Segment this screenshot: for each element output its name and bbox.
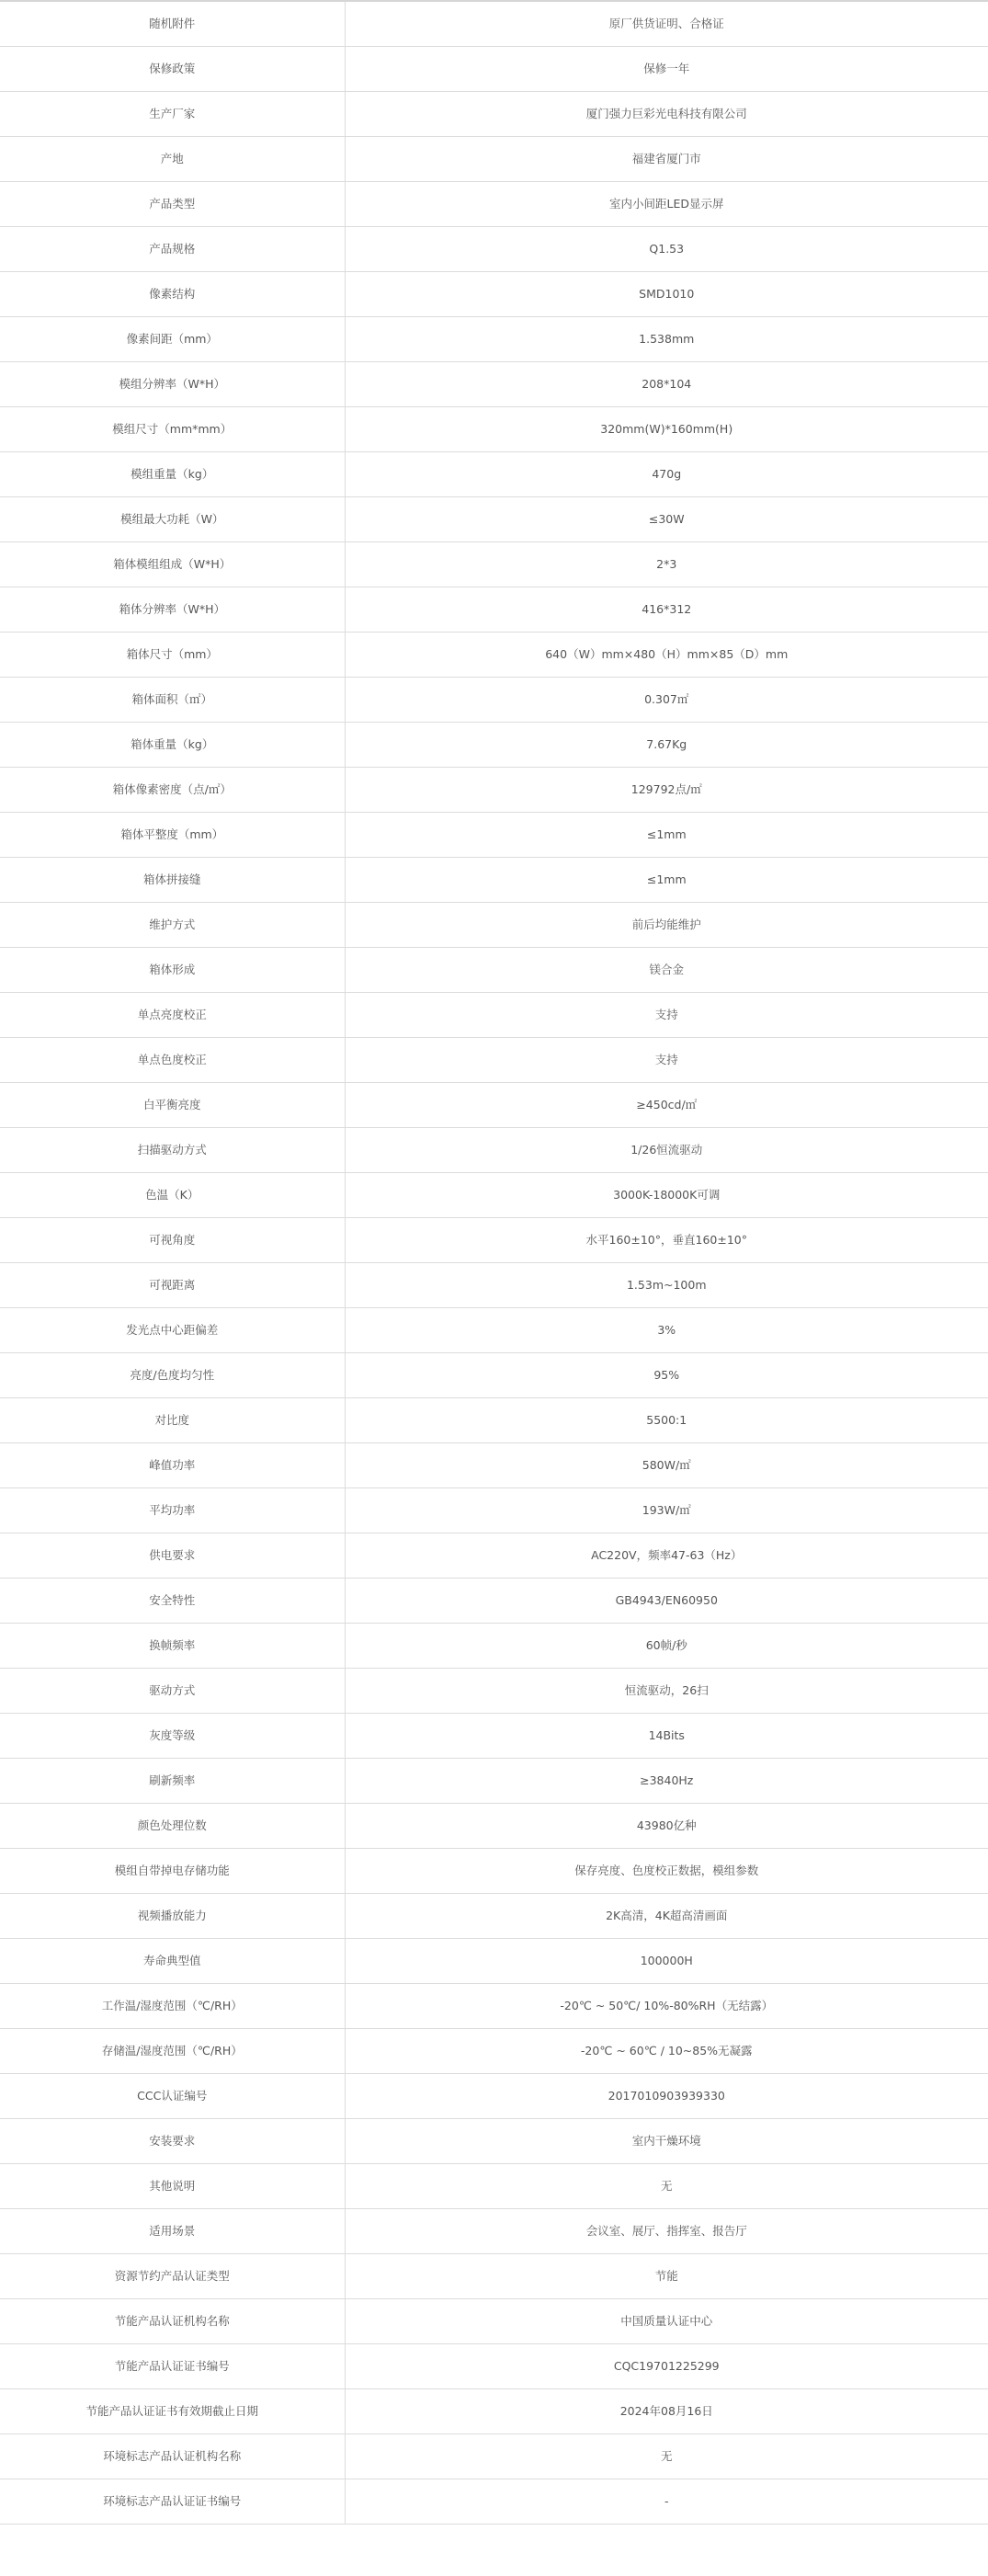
table-row — [0, 1172, 988, 1217]
table-row — [0, 1983, 988, 2028]
spec-label: 其他说明 — [0, 2163, 345, 2208]
spec-label: 随机附件 — [0, 1, 345, 46]
table-row — [0, 1217, 988, 1262]
spec-label: 发光点中心距偏差 — [0, 1307, 345, 1352]
spec-value: 恒流驱动，26扫 — [345, 1668, 988, 1713]
spec-label: 峰值功率 — [0, 1442, 345, 1487]
table-row — [0, 1938, 988, 1983]
spec-value: - — [345, 2479, 988, 2524]
table-row — [0, 226, 988, 271]
spec-value: 厦门强力巨彩光电科技有限公司 — [345, 91, 988, 136]
spec-value: 前后均能维护 — [345, 902, 988, 947]
spec-value: 7.67Kg — [345, 722, 988, 767]
table-row — [0, 902, 988, 947]
spec-label: 箱体平整度（mm） — [0, 812, 345, 857]
table-row — [0, 1803, 988, 1848]
table-row — [0, 2073, 988, 2118]
table-row — [0, 1127, 988, 1172]
spec-label: 寿命典型值 — [0, 1938, 345, 1983]
table-row — [0, 1578, 988, 1623]
table-row — [0, 992, 988, 1037]
spec-value: 保修一年 — [345, 46, 988, 91]
table-row — [0, 1713, 988, 1758]
spec-label: 安装要求 — [0, 2118, 345, 2163]
spec-label: 供电要求 — [0, 1533, 345, 1578]
spec-value: 95% — [345, 1352, 988, 1397]
spec-value: CQC19701225299 — [345, 2343, 988, 2388]
table-row — [0, 767, 988, 812]
spec-value: 43980亿种 — [345, 1803, 988, 1848]
spec-value: -20℃ ~ 50℃/ 10%-80%RH（无结露） — [345, 1983, 988, 2028]
spec-label: 维护方式 — [0, 902, 345, 947]
spec-label: 节能产品认证证书有效期截止日期 — [0, 2388, 345, 2434]
spec-value: 1.53m~100m — [345, 1262, 988, 1307]
spec-label: 模组尺寸（mm*mm） — [0, 406, 345, 451]
table-row — [0, 2208, 988, 2253]
spec-label: 箱体形成 — [0, 947, 345, 992]
spec-label: 箱体模组组成（W*H） — [0, 541, 345, 587]
spec-value: 580W/㎡ — [345, 1442, 988, 1487]
spec-label: 灰度等级 — [0, 1713, 345, 1758]
spec-label: 资源节约产品认证类型 — [0, 2253, 345, 2298]
spec-label: 模组最大功耗（W） — [0, 496, 345, 541]
spec-value: 208*104 — [345, 361, 988, 406]
table-row — [0, 1893, 988, 1938]
spec-value: ≥3840Hz — [345, 1758, 988, 1803]
table-row — [0, 136, 988, 181]
table-row — [0, 722, 988, 767]
table-row — [0, 947, 988, 992]
spec-value: 室内小间距LED显示屏 — [345, 181, 988, 226]
table-row — [0, 1623, 988, 1668]
spec-label: 模组分辨率（W*H） — [0, 361, 345, 406]
spec-label: 像素间距（mm） — [0, 316, 345, 361]
spec-value: 水平160±10°，垂直160±10° — [345, 1217, 988, 1262]
spec-value: -20℃ ~ 60℃ / 10~85%无凝露 — [345, 2028, 988, 2073]
spec-value: 470g — [345, 451, 988, 496]
table-row — [0, 2298, 988, 2343]
table-row — [0, 2479, 988, 2524]
spec-label: 箱体重量（kg） — [0, 722, 345, 767]
table-row — [0, 316, 988, 361]
table-row — [0, 2118, 988, 2163]
table-row — [0, 2163, 988, 2208]
spec-label: 平均功率 — [0, 1487, 345, 1533]
table-row — [0, 181, 988, 226]
spec-label: 单点亮度校正 — [0, 992, 345, 1037]
spec-label: 驱动方式 — [0, 1668, 345, 1713]
spec-value: 无 — [345, 2163, 988, 2208]
spec-label: 白平衡亮度 — [0, 1082, 345, 1127]
spec-label: 工作温/湿度范围（℃/RH） — [0, 1983, 345, 2028]
table-row — [0, 1352, 988, 1397]
table-row — [0, 271, 988, 316]
spec-label: 保修政策 — [0, 46, 345, 91]
spec-table-body — [0, 1, 988, 2524]
spec-label: 产品规格 — [0, 226, 345, 271]
spec-value: 室内干燥环境 — [345, 2118, 988, 2163]
table-row — [0, 1487, 988, 1533]
spec-label: 节能产品认证证书编号 — [0, 2343, 345, 2388]
table-row — [0, 1533, 988, 1578]
spec-label: 扫描驱动方式 — [0, 1127, 345, 1172]
spec-label: 箱体像素密度（点/㎡） — [0, 767, 345, 812]
spec-value: 14Bits — [345, 1713, 988, 1758]
spec-value: 100000H — [345, 1938, 988, 1983]
spec-label: 像素结构 — [0, 271, 345, 316]
spec-value: 3000K-18000K可调 — [345, 1172, 988, 1217]
table-row — [0, 1848, 988, 1893]
spec-value: 5500:1 — [345, 1397, 988, 1442]
spec-value: 193W/㎡ — [345, 1487, 988, 1533]
spec-label: 环境标志产品认证证书编号 — [0, 2479, 345, 2524]
spec-label: 亮度/色度均匀性 — [0, 1352, 345, 1397]
table-row — [0, 812, 988, 857]
spec-value: 1/26恒流驱动 — [345, 1127, 988, 1172]
table-row — [0, 677, 988, 722]
table-row — [0, 541, 988, 587]
spec-label: 模组重量（kg） — [0, 451, 345, 496]
spec-value: 无 — [345, 2434, 988, 2479]
spec-label: 单点色度校正 — [0, 1037, 345, 1082]
spec-value: ≤30W — [345, 496, 988, 541]
spec-value: 中国质量认证中心 — [345, 2298, 988, 2343]
spec-value: 1.538mm — [345, 316, 988, 361]
table-row — [0, 1262, 988, 1307]
table-row — [0, 2388, 988, 2434]
spec-label: 箱体分辨率（W*H） — [0, 587, 345, 632]
spec-value: 2017010903939330 — [345, 2073, 988, 2118]
spec-label: 箱体面积（㎡） — [0, 677, 345, 722]
table-row — [0, 2028, 988, 2073]
spec-value: 支持 — [345, 992, 988, 1037]
spec-value: 支持 — [345, 1037, 988, 1082]
spec-value: 会议室、展厅、指挥室、报告厅 — [345, 2208, 988, 2253]
spec-value: Q1.53 — [345, 226, 988, 271]
spec-label: 换帧频率 — [0, 1623, 345, 1668]
table-row — [0, 2343, 988, 2388]
table-row — [0, 1, 988, 46]
spec-value: ≤1mm — [345, 857, 988, 902]
table-row — [0, 857, 988, 902]
spec-label: 视频播放能力 — [0, 1893, 345, 1938]
table-row — [0, 361, 988, 406]
table-row — [0, 451, 988, 496]
spec-label: 安全特性 — [0, 1578, 345, 1623]
spec-label: 可视距离 — [0, 1262, 345, 1307]
spec-value: SMD1010 — [345, 271, 988, 316]
spec-value: 2024年08月16日 — [345, 2388, 988, 2434]
spec-value: 保存亮度、色度校正数据，模组参数 — [345, 1848, 988, 1893]
spec-value: AC220V，频率47-63（Hz） — [345, 1533, 988, 1578]
spec-value: 节能 — [345, 2253, 988, 2298]
table-row — [0, 1307, 988, 1352]
spec-label: 颜色处理位数 — [0, 1803, 345, 1848]
spec-value: 2*3 — [345, 541, 988, 587]
spec-value: 640（W）mm×480（H）mm×85（D）mm — [345, 632, 988, 677]
table-row — [0, 406, 988, 451]
table-row — [0, 1397, 988, 1442]
spec-label: 色温（K） — [0, 1172, 345, 1217]
spec-label: 适用场景 — [0, 2208, 345, 2253]
spec-label: 环境标志产品认证机构名称 — [0, 2434, 345, 2479]
spec-label: 箱体拼接缝 — [0, 857, 345, 902]
spec-value: GB4943/EN60950 — [345, 1578, 988, 1623]
spec-label: 可视角度 — [0, 1217, 345, 1262]
table-row — [0, 1442, 988, 1487]
spec-value: 原厂供货证明、合格证 — [345, 1, 988, 46]
spec-label: 箱体尺寸（mm） — [0, 632, 345, 677]
spec-value: 60帧/秒 — [345, 1623, 988, 1668]
spec-label: 对比度 — [0, 1397, 345, 1442]
table-row — [0, 1668, 988, 1713]
spec-value: 416*312 — [345, 587, 988, 632]
spec-value: 3% — [345, 1307, 988, 1352]
table-row — [0, 496, 988, 541]
spec-label: 节能产品认证机构名称 — [0, 2298, 345, 2343]
spec-label: 生产厂家 — [0, 91, 345, 136]
table-row — [0, 1082, 988, 1127]
table-row — [0, 2253, 988, 2298]
table-row — [0, 1758, 988, 1803]
spec-label: CCC认证编号 — [0, 2073, 345, 2118]
table-row — [0, 587, 988, 632]
spec-label: 刷新频率 — [0, 1758, 345, 1803]
spec-value: 320mm(W)*160mm(H) — [345, 406, 988, 451]
spec-value: ≤1mm — [345, 812, 988, 857]
spec-value: 129792点/㎡ — [345, 767, 988, 812]
spec-value: ≥450cd/㎡ — [345, 1082, 988, 1127]
spec-value: 镁合金 — [345, 947, 988, 992]
spec-label: 存储温/湿度范围（℃/RH） — [0, 2028, 345, 2073]
table-row — [0, 91, 988, 136]
spec-value: 福建省厦门市 — [345, 136, 988, 181]
table-row — [0, 46, 988, 91]
table-row — [0, 1037, 988, 1082]
spec-value: 0.307㎡ — [345, 677, 988, 722]
table-row — [0, 2434, 988, 2479]
spec-value: 2K高清，4K超高清画面 — [345, 1893, 988, 1938]
spec-label: 产地 — [0, 136, 345, 181]
spec-label: 模组自带掉电存储功能 — [0, 1848, 345, 1893]
table-row — [0, 632, 988, 677]
spec-label: 产品类型 — [0, 181, 345, 226]
